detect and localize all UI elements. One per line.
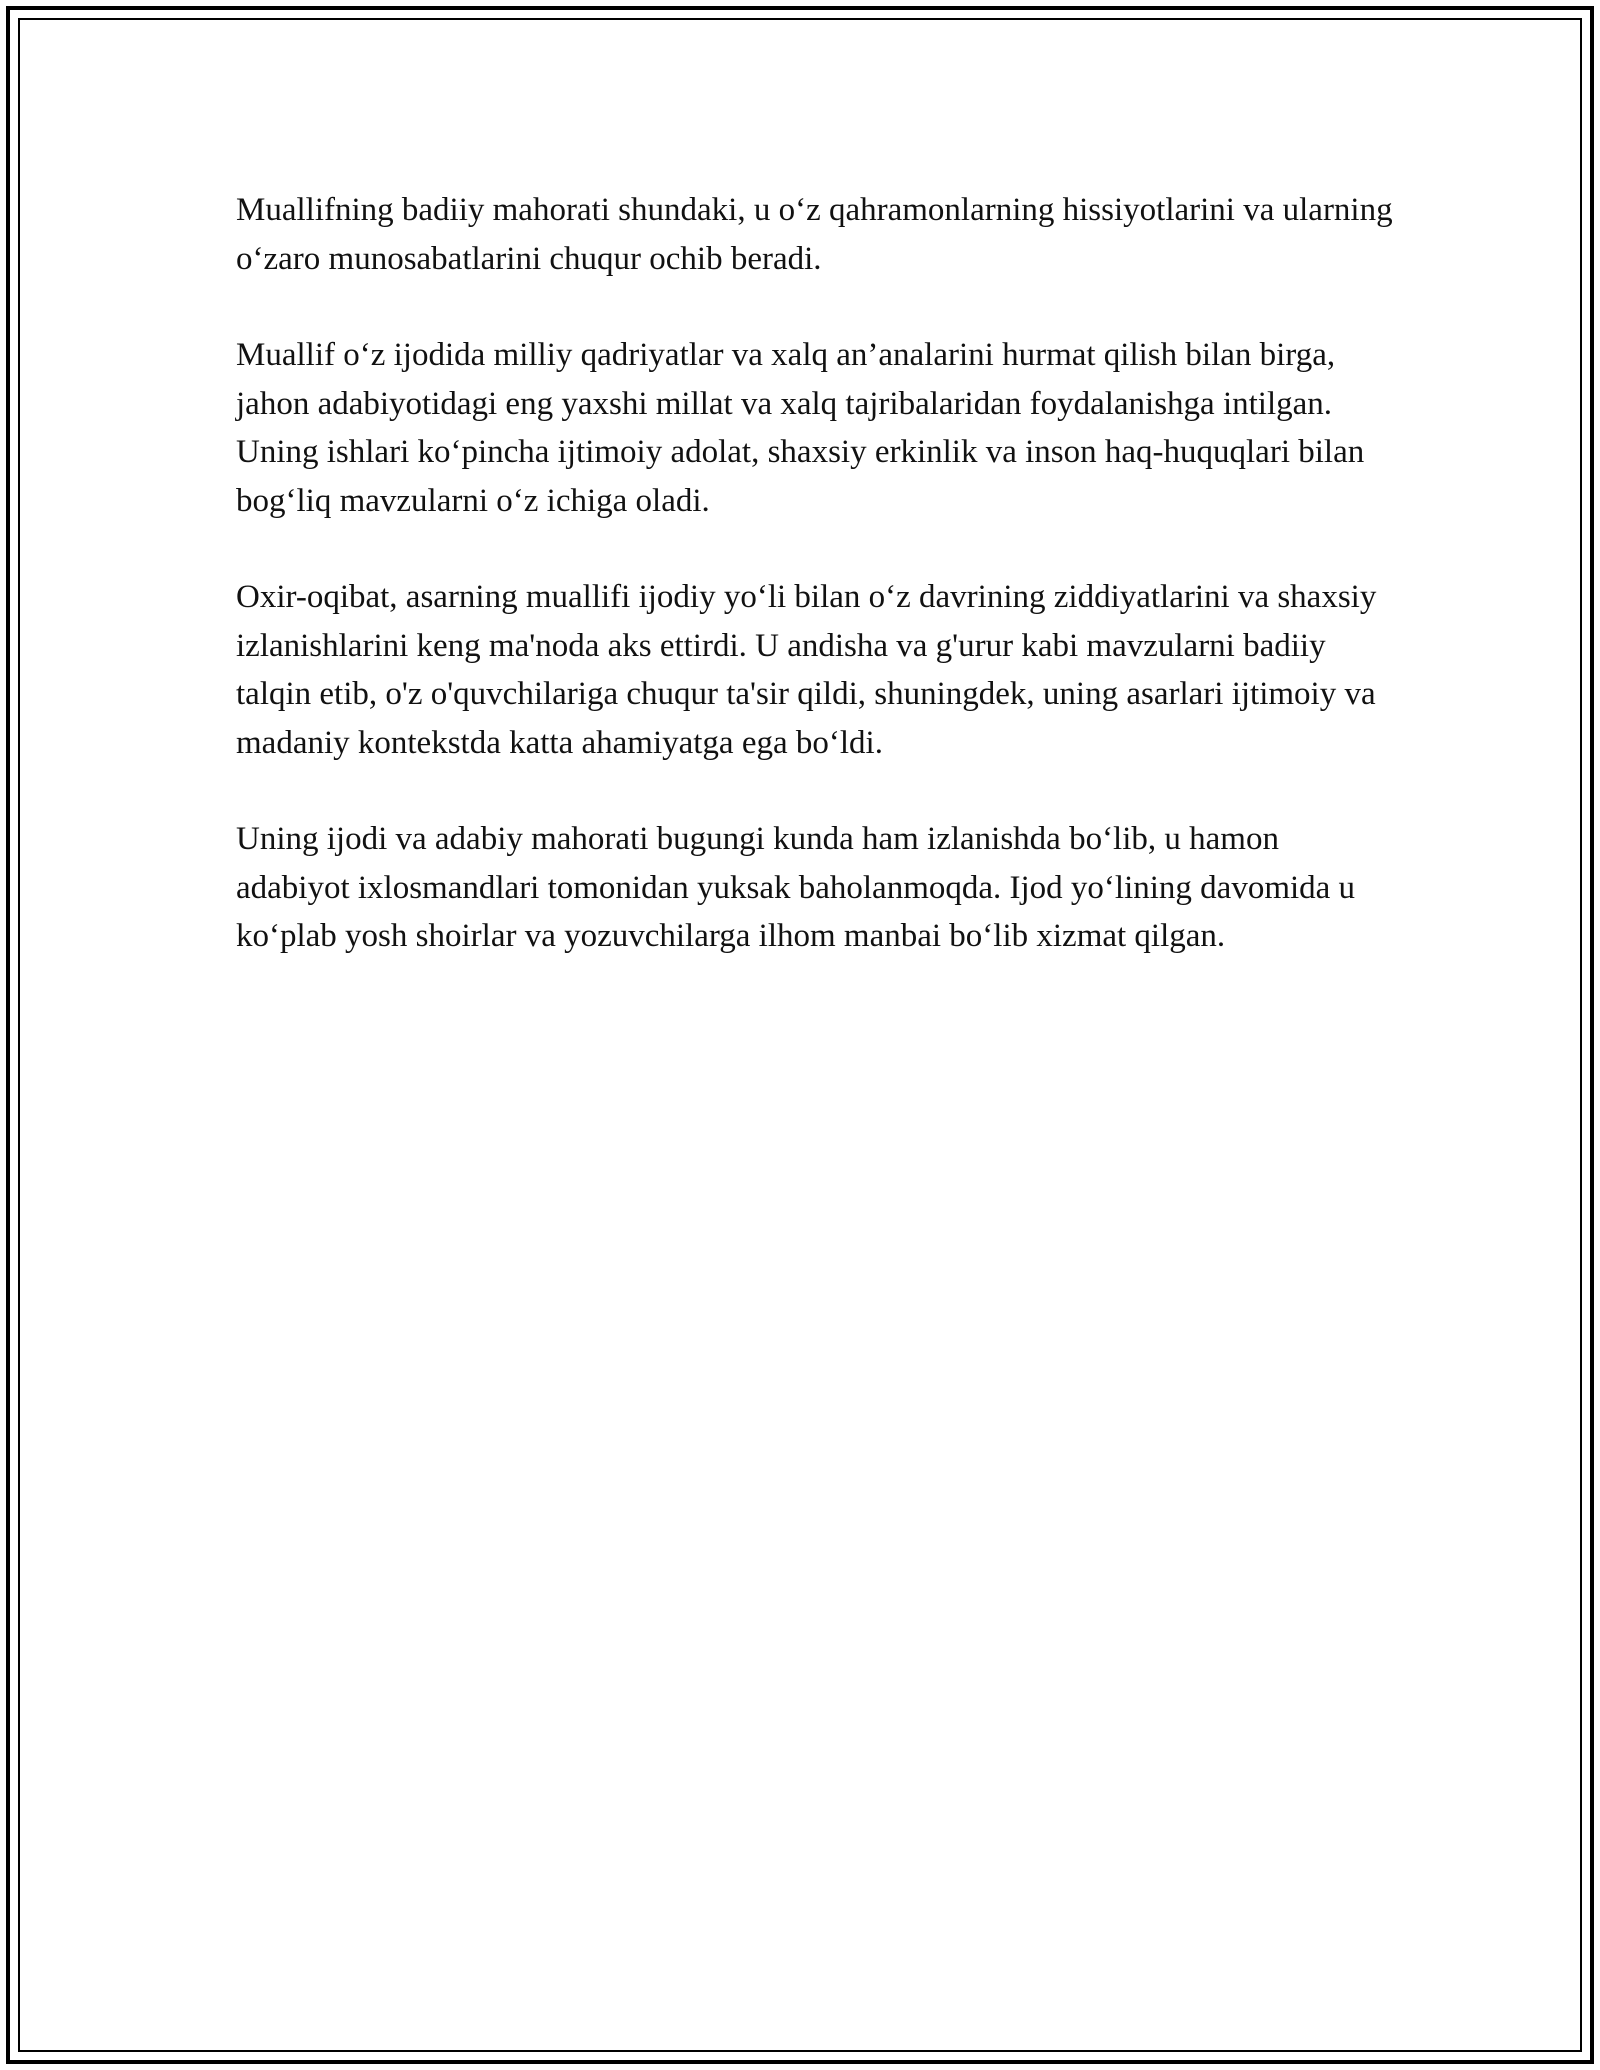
paragraph-1: Muallifning badiiy mahorati shundaki, u o‘z qahramonlarning hissiyotlarini va ularning o‘zaro munosabatlarini chuqur ochib beradi. <box>236 192 1393 277</box>
document-body <box>236 186 1396 1009</box>
paragraph-3: Oxir-oqibat, asarning muallifi ijodiy yo‘li bilan o‘z davrining ziddiyatlarini va shaxsiy izlanishlarini keng ma'noda aks ettirdi. U andisha va g'urur kabi mavzularni badiiy talqin etib, o'z o'quvchilariga chuqur ta'sir qildi, shuningdek, uning asarlari ijtimoiy va madaniy kontekstda katta ahamiyatga ega bo‘ldi. <box>236 579 1377 761</box>
paragraph-4: Uning ijodi va adabiy mahorati bugungi kunda ham izlanishda bo‘lib, u hamon adabiyot ixlosmandlari tomonidan yuksak baholanmoqda. Ijod yo‘lining davomida u ko‘plab yosh shoirlar va yozuvchilarga ilhom manbai bo‘lib xizmat qilgan. <box>236 821 1356 954</box>
paragraph-2: Muallif o‘z ijodida milliy qadriyatlar va xalq an’analarini hurmat qilish bilan birga, jahon adabiyotidagi eng yaxshi millat va xalq tajribalaridan foydalanishga intilgan. Uning ishlari ko‘pincha ijtimoiy adolat, shaxsiy erkinlik va inson haq-huquqlari bilan bog‘liq mavzularni o‘z ichiga oladi. <box>236 337 1365 519</box>
